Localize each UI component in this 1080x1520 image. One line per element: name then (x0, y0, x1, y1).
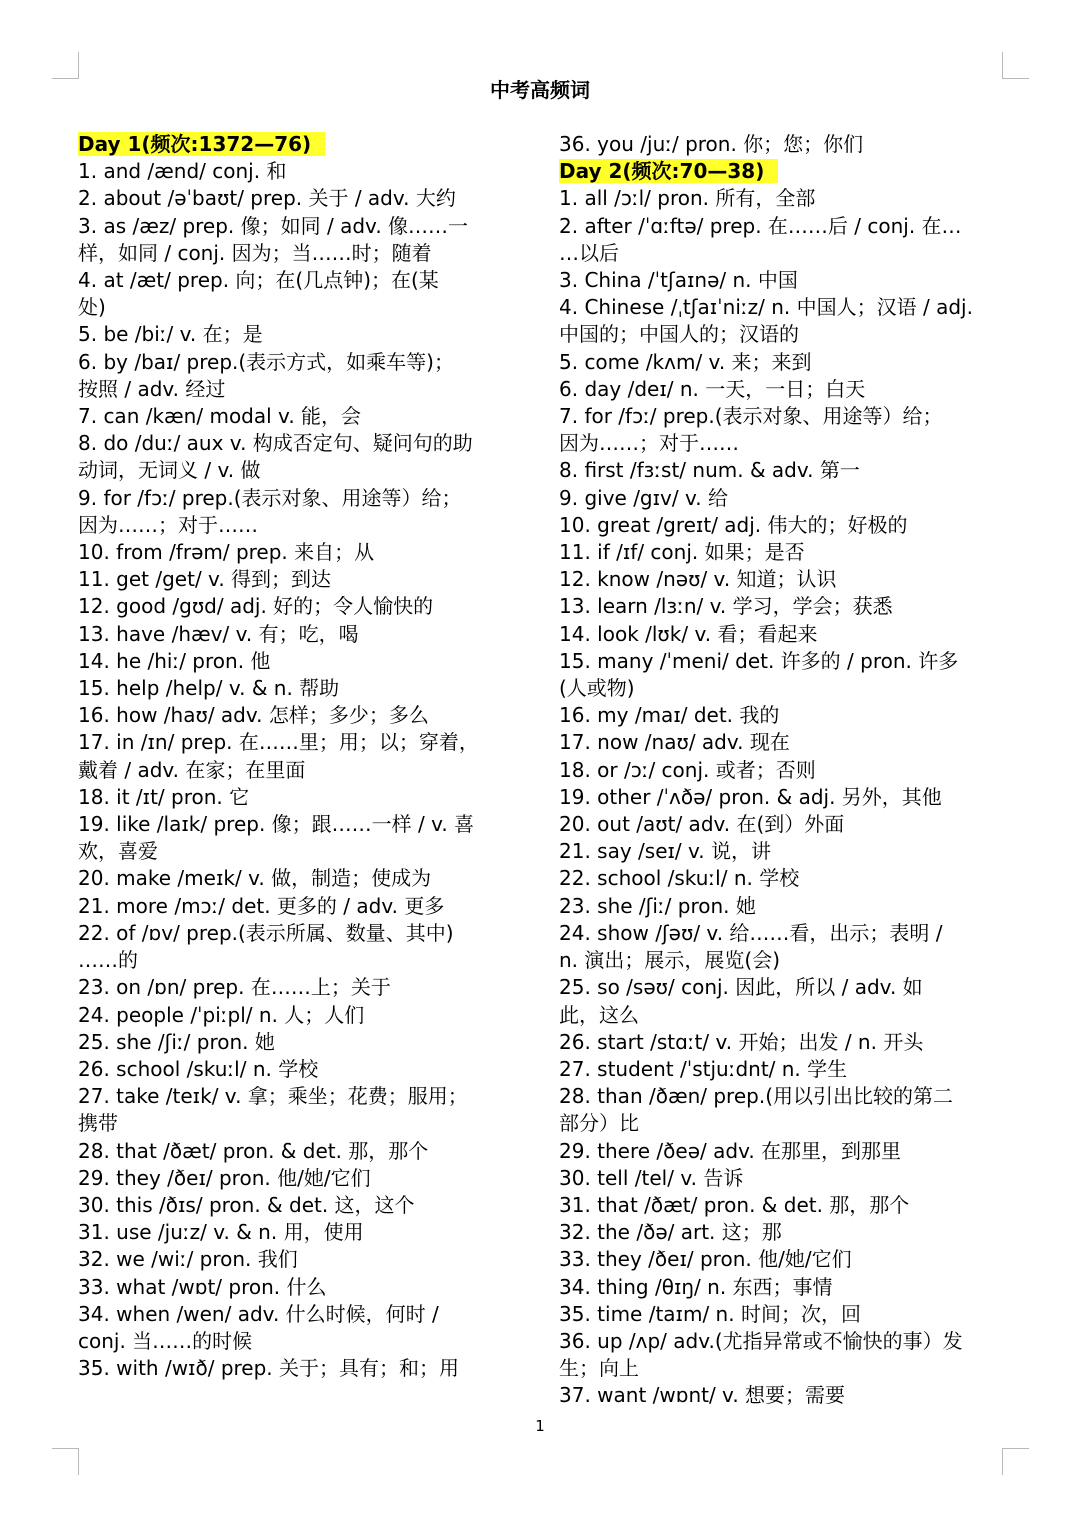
vocab-text: 15. help /help/ v. & n. 帮助 (78, 676, 340, 701)
crop-mark-top-left (52, 52, 79, 79)
vocab-text: 6. by /baɪ/ prep.(表示方式，如乘车等)； (78, 349, 454, 374)
vocab-line (559, 1110, 1005, 1137)
vocab-text: 14. look /lʊk/ v. 看；看起来 (559, 621, 818, 646)
day-heading (559, 158, 1005, 185)
vocab-line (78, 267, 524, 294)
vocab-text: 5. be /biː/ v. 在；是 (78, 322, 263, 347)
vocab-text: conj. 当……的时候 (78, 1328, 253, 1353)
vocab-line (559, 566, 1005, 593)
vocab-text: 32. we /wiː/ pron. 我们 (78, 1247, 298, 1272)
vocab-text: 17. in /ɪn/ prep. 在……里；用；以；穿着， (78, 730, 479, 755)
vocab-text: 23. on /ɒn/ prep. 在……上；关于 (78, 975, 391, 1000)
vocab-text: ……的 (78, 948, 138, 973)
vocab-text: (人或物) (559, 676, 635, 701)
vocab-line (559, 648, 1005, 675)
vocab-text: 1. all /ɔːl/ pron. 所有，全部 (559, 186, 816, 211)
vocab-text: 16. how /haʊ/ adv. 怎样；多少；多么 (78, 703, 429, 728)
vocab-text: 18. or /ɔː/ conj. 或者；否则 (559, 757, 816, 782)
vocab-text: 3. China /ˈtʃaɪnə/ n. 中国 (559, 268, 798, 293)
vocab-line (559, 784, 1005, 811)
vocab-text: 生；向上 (559, 1356, 639, 1381)
vocab-text: 9. give /gɪv/ v. 给 (559, 485, 728, 510)
vocab-text: 处) (78, 295, 106, 320)
vocab-text: 28. than /ðæn/ prep.(用以引出比较的第二 (559, 1084, 953, 1109)
vocab-text: 20. out /aʊt/ adv. 在(到）外面 (559, 812, 845, 837)
vocab-line (78, 1355, 524, 1382)
vocab-line (559, 294, 1005, 321)
vocab-line (78, 430, 524, 457)
vocab-line (78, 1246, 524, 1273)
vocab-line (559, 1138, 1005, 1165)
vocab-text: 14. he /hiː/ pron. 他 (78, 648, 271, 673)
vocab-text: 16. my /maɪ/ det. 我的 (559, 703, 780, 728)
vocab-line (559, 621, 1005, 648)
vocab-line (78, 811, 524, 838)
vocab-text: 15. many /ˈmeni/ det. 许多的 / pron. 许多 (559, 648, 959, 673)
vocab-line (559, 593, 1005, 620)
crop-mark-top-right (1002, 52, 1029, 79)
vocab-line (559, 1056, 1005, 1083)
vocab-line (78, 376, 524, 403)
page-number: 1 (535, 1417, 545, 1435)
vocab-text: 25. so /səʊ/ conj. 因此，所以 / adv. 如 (559, 975, 923, 1000)
vocab-line (78, 1219, 524, 1246)
vocab-text: 11. get /get/ v. 得到；到达 (78, 567, 332, 592)
vocab-line (559, 185, 1005, 212)
vocab-line (559, 1328, 1005, 1355)
vocab-line (78, 1083, 524, 1110)
vocab-text: 24. people /ˈpiːpl/ n. 人；人们 (78, 1002, 365, 1027)
vocab-text: 31. use /juːz/ v. & n. 用，使用 (78, 1220, 364, 1245)
vocab-line (559, 376, 1005, 403)
vocab-line (559, 240, 1005, 267)
vocab-text: 26. school /skuːl/ n. 学校 (78, 1056, 319, 1081)
vocab-line (559, 213, 1005, 240)
vocab-text: 1. and /ænd/ conj. 和 (78, 159, 287, 184)
vocab-text: 22. of /ɒv/ prep.(表示所属、数量、其中) (78, 920, 454, 945)
vocab-line (78, 1138, 524, 1165)
vocab-line (78, 893, 524, 920)
vocab-text: 动词，无词义 / v. 做 (78, 458, 261, 483)
vocab-line (559, 1274, 1005, 1301)
vocab-text: 10. great /greɪt/ adj. 伟大的；好极的 (559, 512, 908, 537)
vocab-text: 3. as /æz/ prep. 像；如同 / adv. 像……一 (78, 213, 469, 238)
day-heading (78, 131, 524, 158)
vocab-line (559, 865, 1005, 892)
vocab-text: 24. show /ʃəʊ/ v. 给……看，出示；表明 / (559, 920, 943, 945)
vocab-line (78, 920, 524, 947)
vocab-text: 12. know /nəʊ/ v. 知道；认识 (559, 567, 837, 592)
vocab-line (78, 648, 524, 675)
vocab-line (78, 294, 524, 321)
vocab-line (559, 1002, 1005, 1029)
vocab-line (559, 811, 1005, 838)
vocab-text: 7. for /fɔː/ prep.(表示对象、用途等）给； (559, 404, 943, 429)
vocab-line (559, 267, 1005, 294)
vocab-line (559, 974, 1005, 1001)
vocab-text: 33. they /ðeɪ/ pron. 他/她/它们 (559, 1247, 852, 1272)
left-word-column (78, 131, 524, 1382)
vocab-text: 30. this /ðɪs/ pron. & det. 这，这个 (78, 1192, 415, 1217)
vocab-line (559, 729, 1005, 756)
vocab-text: 4. at /æt/ prep. 向；在(几点钟)；在(某 (78, 268, 439, 293)
vocab-line (78, 1274, 524, 1301)
vocab-line (78, 349, 524, 376)
vocab-text: 19. like /laɪk/ prep. 像；跟……一样 / v. 喜 (78, 812, 475, 837)
vocab-line (559, 947, 1005, 974)
vocab-text: 按照 / adv. 经过 (78, 376, 226, 401)
vocab-text: 28. that /ðæt/ pron. & det. 那，那个 (78, 1138, 429, 1163)
vocab-text: 34. thing /θɪŋ/ n. 东西；事情 (559, 1274, 833, 1299)
vocab-text: 9. for /fɔː/ prep.(表示对象、用途等）给； (78, 485, 462, 510)
vocab-line (559, 1165, 1005, 1192)
vocab-text: 2. about /əˈbaʊt/ prep. 关于 / adv. 大约 (78, 186, 456, 211)
vocab-text: 22. school /skuːl/ n. 学校 (559, 866, 800, 891)
vocab-text: 17. now /naʊ/ adv. 现在 (559, 730, 790, 755)
vocab-line (78, 185, 524, 212)
vocab-line (78, 158, 524, 185)
vocab-text: 36. up /ʌp/ adv.(尤指异常或不愉快的事）发 (559, 1328, 963, 1353)
vocab-line (559, 321, 1005, 348)
vocab-line (559, 920, 1005, 947)
vocab-text: 27. take /teɪk/ v. 拿；乘坐；花费；服用； (78, 1084, 468, 1109)
vocab-line (559, 1029, 1005, 1056)
vocab-text: 35. with /wɪð/ prep. 关于；具有；和；用 (78, 1356, 460, 1381)
vocab-text: …以后 (559, 240, 619, 265)
vocab-text: 8. do /duː/ aux v. 构成否定句、疑问句的助 (78, 431, 473, 456)
vocab-text: 34. when /wen/ adv. 什么时候，何时 / (78, 1301, 439, 1326)
vocab-line (559, 131, 1005, 158)
vocab-line (78, 457, 524, 484)
vocab-line (559, 349, 1005, 376)
vocab-line (78, 784, 524, 811)
vocab-text: 37. want /wɒnt/ v. 想要；需要 (559, 1383, 846, 1408)
vocab-text: 29. they /ðeɪ/ pron. 他/她/它们 (78, 1165, 371, 1190)
vocab-text: 31. that /ðæt/ pron. & det. 那，那个 (559, 1192, 910, 1217)
vocab-text: 中国的；中国人的；汉语的 (559, 322, 799, 347)
crop-mark-bottom-left (52, 1448, 79, 1475)
vocab-line (559, 403, 1005, 430)
vocab-text: n. 演出；展示，展览(会) (559, 948, 780, 973)
vocab-line (78, 974, 524, 1001)
vocab-text: 8. first /fɜːst/ num. & adv. 第一 (559, 458, 860, 483)
vocab-line (78, 838, 524, 865)
vocab-line (559, 1355, 1005, 1382)
vocab-text: 25. she /ʃiː/ pron. 她 (78, 1029, 275, 1054)
vocab-line (78, 1029, 524, 1056)
vocab-text: 6. day /deɪ/ n. 一天，一日；白天 (559, 376, 866, 401)
vocab-line (78, 403, 524, 430)
vocab-line (559, 893, 1005, 920)
vocab-line (559, 512, 1005, 539)
vocab-text: 21. say /seɪ/ v. 说，讲 (559, 839, 772, 864)
vocab-text: 12. good /gʊd/ adj. 好的；令人愉快的 (78, 594, 434, 619)
vocab-text: 4. Chinese /ˌtʃaɪˈniːz/ n. 中国人；汉语 / adj. (559, 295, 973, 320)
vocab-text: 36. you /juː/ pron. 你；您；你们 (559, 132, 864, 156)
vocab-line (559, 1083, 1005, 1110)
vocab-text: 18. it /ɪt/ pron. 它 (78, 784, 250, 809)
vocab-line (559, 1246, 1005, 1273)
vocab-line (78, 485, 524, 512)
vocab-line (78, 729, 524, 756)
vocab-line (78, 865, 524, 892)
vocab-text: 19. other /ˈʌðə/ pron. & adj. 另外，其他 (559, 784, 942, 809)
vocab-text: 因为……；对于…… (78, 512, 258, 537)
vocab-text: 23. she /ʃiː/ pron. 她 (559, 893, 756, 918)
vocab-text: 21. more /mɔː/ det. 更多的 / adv. 更多 (78, 893, 445, 918)
vocab-text: 样，如同 / conj. 因为；当……时；随着 (78, 240, 432, 265)
vocab-line (559, 1192, 1005, 1219)
vocab-line (559, 539, 1005, 566)
vocab-text: 5. come /kʌm/ v. 来；来到 (559, 349, 812, 374)
vocab-text: 32. the /ðə/ art. 这；那 (559, 1220, 782, 1245)
vocab-text: 因为……；对于…… (559, 431, 739, 456)
vocab-line (78, 757, 524, 784)
vocab-text: 2. after /ˈɑːftə/ prep. 在……后 / conj. 在… (559, 213, 962, 238)
vocab-line (78, 1056, 524, 1083)
vocab-line (559, 675, 1005, 702)
vocab-text: 7. can /kæn/ modal v. 能，会 (78, 404, 362, 429)
vocab-line (78, 512, 524, 539)
vocab-line (78, 702, 524, 729)
vocab-line (78, 1192, 524, 1219)
vocab-text: 部分）比 (559, 1111, 639, 1136)
vocab-line (78, 947, 524, 974)
vocab-line (78, 321, 524, 348)
vocab-text: 35. time /taɪm/ n. 时间；次，回 (559, 1301, 861, 1326)
vocab-line (559, 838, 1005, 865)
vocab-line (78, 1165, 524, 1192)
vocab-line (78, 1301, 524, 1328)
vocab-line (78, 240, 524, 267)
vocab-text: 戴着 / adv. 在家；在里面 (78, 757, 306, 782)
crop-mark-bottom-right (1002, 1448, 1029, 1475)
vocab-text: 29. there /ðeə/ adv. 在那里，到那里 (559, 1138, 902, 1163)
vocab-text: 27. student /ˈstjuːdnt/ n. 学生 (559, 1056, 848, 1081)
vocab-text: 携带 (78, 1111, 118, 1136)
vocab-text: 11. if /ɪf/ conj. 如果；是否 (559, 540, 805, 565)
vocab-line (559, 702, 1005, 729)
vocab-line (78, 539, 524, 566)
vocab-line (78, 1328, 524, 1355)
vocab-line (78, 621, 524, 648)
vocab-text: 30. tell /tel/ v. 告诉 (559, 1165, 744, 1190)
vocab-text: 26. start /stɑːt/ v. 开始；出发 / n. 开头 (559, 1029, 924, 1054)
vocab-line (559, 1301, 1005, 1328)
vocab-text: 此，这么 (559, 1002, 639, 1027)
vocab-text: 20. make /meɪk/ v. 做，制造；使成为 (78, 866, 432, 891)
vocab-line (78, 675, 524, 702)
vocab-line (559, 457, 1005, 484)
vocab-text: 10. from /frəm/ prep. 来自；从 (78, 540, 375, 565)
vocab-line (78, 213, 524, 240)
page-title: 中考高频词 (490, 78, 590, 102)
vocab-line (78, 1110, 524, 1137)
vocab-line (559, 485, 1005, 512)
vocab-text: 13. learn /lɜːn/ v. 学习，学会；获悉 (559, 594, 893, 619)
right-word-column (559, 131, 1005, 1410)
vocab-line (78, 566, 524, 593)
vocab-line (559, 1219, 1005, 1246)
vocab-line (78, 1002, 524, 1029)
vocab-text: 33. what /wɒt/ pron. 什么 (78, 1274, 327, 1299)
vocab-text: 欢，喜爱 (78, 839, 158, 864)
day-heading-label: Day 1(频次:1372—76) (78, 132, 325, 156)
vocab-line (78, 593, 524, 620)
vocab-text: 13. have /hæv/ v. 有；吃，喝 (78, 621, 359, 646)
day-heading-label: Day 2(频次:70—38) (559, 159, 778, 183)
vocab-line (559, 1382, 1005, 1409)
vocab-line (559, 757, 1005, 784)
vocab-line (559, 430, 1005, 457)
